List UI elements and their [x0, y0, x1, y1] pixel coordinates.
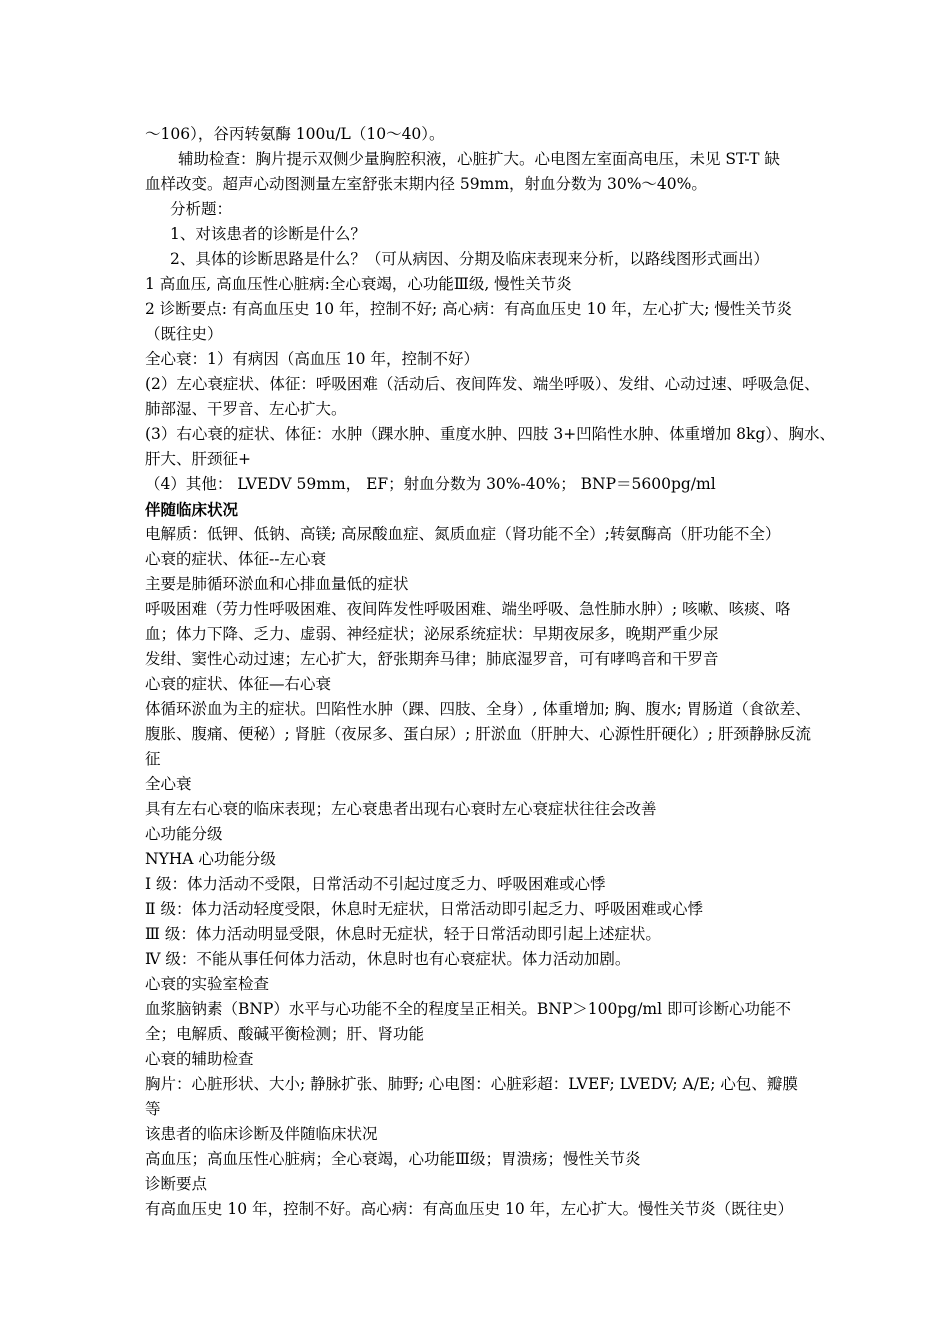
text-line: 全心衰：1）有病因（高血压 10 年，控制不好）: [145, 350, 479, 368]
text-line: NYHA 心功能分级: [145, 850, 276, 868]
text-line: Ⅱ 级：体力活动轻度受限，休息时无症状，日常活动即引起乏力、呼吸困难或心悸: [145, 900, 703, 918]
text-line: 全；电解质、酸碱平衡检测；肝、肾功能: [145, 1025, 425, 1043]
text-line: 呼吸困难（劳力性呼吸困难、夜间阵发性呼吸困难、端坐呼吸、急性肺水肿）; 咳嗽、咳痰、咯: [145, 600, 791, 618]
text-line: 全心衰: [145, 775, 192, 793]
text-line: 腹胀、腹痛、便秘）; 肾脏（夜尿多、蛋白尿）; 肝淤血（肝肿大、心源性肝硬化）; 肝颈静脉反流: [145, 725, 811, 743]
text-line: 肝大、肝颈征+: [145, 450, 251, 468]
text-line: ～106），谷丙转氨酶 100u/L（10～40）。: [145, 125, 445, 143]
text-line: 心功能分级: [145, 825, 223, 843]
text-line: 高血压；高血压性心脏病；全心衰竭，心功能Ⅲ级；胃溃疡；慢性关节炎: [145, 1150, 641, 1168]
text-line: 发绀、窦性心动过速；左心扩大，舒张期奔马律；肺底湿罗音，可有哮鸣音和干罗音: [145, 650, 719, 668]
text-line: Ⅰ 级：体力活动不受限，日常活动不引起过度乏力、呼吸困难或心悸: [145, 875, 606, 893]
text-line: 血浆脑钠素（BNP）水平与心功能不全的程度呈正相关。BNP＞100pg/ml 即可诊断心功能不: [145, 1000, 791, 1018]
text-line: 等: [145, 1100, 161, 1118]
text-line: 心衰的辅助检查: [145, 1050, 254, 1068]
text-line: 肺部湿、干罗音、左心扩大。: [145, 400, 347, 418]
text-line: 具有左右心衰的临床表现；左心衰患者出现右心衰时左心衰症状往往会改善: [145, 800, 657, 818]
text-line: 1 高血压, 高血压性心脏病:全心衰竭，心功能Ⅲ级, 慢性关节炎: [145, 275, 572, 293]
text-line: 心衰的症状、体征--左心衰: [145, 550, 326, 568]
text-line: 主要是肺循环淤血和心排血量低的症状: [145, 575, 409, 593]
text-line: 分析题：: [170, 200, 233, 218]
text-line: 该患者的临床诊断及伴随临床状况: [145, 1125, 378, 1143]
section-heading: 伴随临床状况: [145, 500, 239, 519]
text-line: 电解质：低钾、低钠、高镁; 高尿酸血症、氮质血症（肾功能不全）;转氨酶高（肝功能不全）: [145, 525, 781, 543]
text-line: （4）其他： LVEDV 59mm， EF；射血分数为 30%-40%； BNP＝5600pg/ml: [145, 475, 716, 493]
text-line: 胸片：心脏形状、大小; 静脉扩张、肺野; 心电图：心脏彩超：LVEF; LVEDV; A/E; 心包、瓣膜: [145, 1075, 798, 1093]
text-line: 心衰的实验室检查: [145, 975, 270, 993]
text-line: 心衰的症状、体征—右心衰: [145, 675, 332, 693]
document-page: [145, 122, 836, 1222]
text-line: (3）右心衰的症状、体征：水肿（踝水肿、重度水肿、四肢 3+凹陷性水肿、体重增加 8kg）、胸水、: [145, 425, 836, 443]
text-line: 血；体力下降、乏力、虚弱、神经症状；泌尿系统症状：早期夜尿多，晚期严重少尿: [145, 625, 719, 643]
text-line: 征: [145, 750, 161, 768]
text-line: 2 诊断要点: 有高血压史 10 年，控制不好; 高心病：有高血压史 10 年，左心扩大; 慢性关节炎: [145, 300, 792, 318]
text-line: (2）左心衰症状、体征：呼吸困难（活动后、夜间阵发、端坐呼吸）、发绀、心动过速、呼吸急促、: [145, 375, 820, 393]
text-line: Ⅲ 级：体力活动明显受限，休息时无症状，轻于日常活动即引起上述症状。: [145, 925, 661, 943]
text-line: 诊断要点: [145, 1175, 208, 1193]
text-line: 体循环淤血为主的症状。凹陷性水肿（踝、四肢、全身）, 体重增加; 胸、腹水; 胃肠道（食欲差、: [145, 700, 811, 718]
text-line: 辅助检查：胸片提示双侧少量胸腔积液，心脏扩大。心电图左室面高电压，未见 ST-T 缺: [178, 150, 780, 168]
text-line: 1、对该患者的诊断是什么？: [170, 225, 366, 243]
text-line: 血样改变。超声心动图测量左室舒张末期内径 59mm，射血分数为 30%～40%。: [145, 175, 707, 193]
text-line: Ⅳ 级：不能从事任何体力活动，休息时也有心衰症状。体力活动加剧。: [145, 950, 631, 968]
text-line: 2、具体的诊断思路是什么？（可从病因、分期及临床表现来分析，以路线图形式画出）: [170, 250, 769, 268]
text-line: （既往史）: [145, 325, 223, 343]
text-line: 有高血压史 10 年，控制不好。高心病：有高血压史 10 年，左心扩大。慢性关节炎（既往史）: [145, 1200, 794, 1218]
